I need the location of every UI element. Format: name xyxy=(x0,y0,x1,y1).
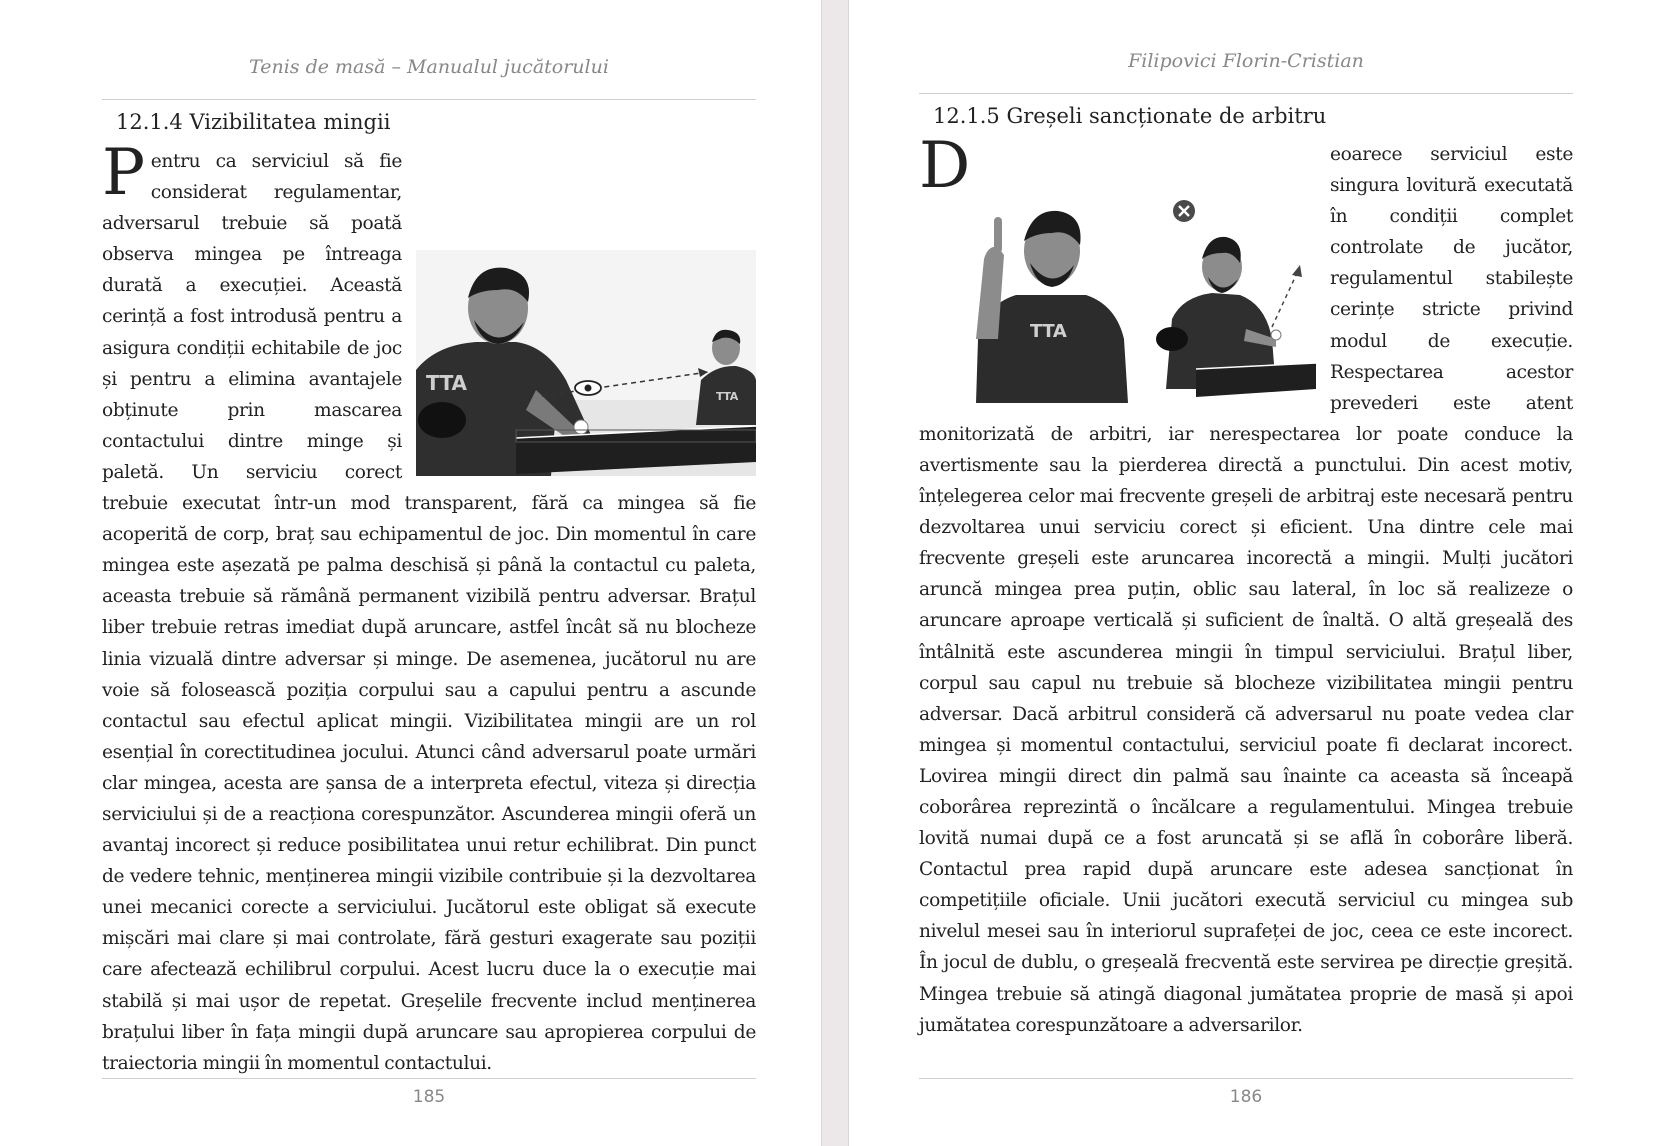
section-title: 12.1.4 Vizibilitatea mingii xyxy=(116,110,391,134)
footer-rule xyxy=(919,1078,1573,1079)
shirt-text: TTA xyxy=(716,390,738,403)
header-rule xyxy=(919,93,1573,94)
shirt-text: TTA xyxy=(1029,321,1067,342)
body-paragraph: entru ca serviciul să fie considerat regulamentar, adversarul trebuie să poată observa mingea pe întreaga durată a execuției. Această cerință a fost introdusă pentru a asigura condiții echitabile de joc și pentru a elimina avantajele obținute prin mascarea contactului dintre minge și paletă. Un serviciu corect trebuie executat într-un mod transparent, fără ca mingea să fie acoperită de corp, braț sau echipamentul de joc. Din momentul în care mingea este așezată pe palma deschisă și până la contactul cu paleta, aceasta trebuie să rămână permanent vizibilă pentru adversar. Brațul liber trebuie retras imediat după aruncare, astfel încât să nu blocheze linia vizuală dintre adversar și minge. De asemenea, jucătorul nu are voie să folosească poziția corpului sau a capului pentru a ascunde contactul sau efectul aplicat mingii. Vizibilitatea mingii are un rol esențial în corectitudinea jocului. Atunci când adversarul poate urmări clar mingea, acesta are șansa de a interpreta efectul, viteza și direcția serviciului și de a reacționa corespunzător. Ascunderea mingii oferă un avantaj incorect și reduce posibilitatea unui retur echilibrat. Din punct de vedere tehnic, menținerea mingii vizibile contribuie și la dezvoltarea unei mecanici corecte a serviciului. Jucătorul este obligat să execute mișcări mai clare și mai controlate, fără gesturi exagerate sau poziții care afectează echilibrul corpului. Acest lucru duce la o execuție mai stabilă și mai ușor de repetat. Greșelile frecvente includ menținerea brațului liber în fața mingii după aruncare sau apropierea corpului de traiectoria mingii în momentul contactului. xyxy=(102,151,756,1074)
drop-cap: D xyxy=(919,129,970,203)
body-text xyxy=(919,129,1573,1041)
serve-fault-illustration xyxy=(976,189,1316,403)
page-number: 185 xyxy=(412,1087,446,1107)
left-page xyxy=(0,0,821,1146)
shirt-text: TTA xyxy=(426,371,467,395)
footer-rule xyxy=(102,1078,756,1079)
body-text xyxy=(102,136,756,1079)
section-title: 12.1.5 Greșeli sancționate de arbitru xyxy=(933,104,1327,128)
right-page xyxy=(849,0,1666,1146)
book-gutter xyxy=(821,0,849,1146)
header-rule xyxy=(102,99,756,100)
running-head-right: Filipovici Florin-Cristian xyxy=(1128,50,1364,72)
running-head-left: Tenis de masă – Manualul jucătorului xyxy=(249,56,609,78)
serve-visibility-illustration xyxy=(416,250,756,476)
page-number: 186 xyxy=(1229,1087,1263,1107)
body-paragraph: eoarece serviciul este singura lovitură executată în condiții complet controlate de jucător, regulamentul stabilește cerințe stricte privind modul de execuție. Respectarea acestor prevederi este atent monitorizată de arbitri, iar nerespectarea lor poate conduce la avertismente sau la pierderea directă a punctului. Din acest motiv, înțelegerea celor mai frecvente greșeli de arbitraj este necesară pentru dezvoltarea unui serviciu corect și eficient. Una dintre cele mai frecvente greșeli este aruncarea incorectă a mingii. Mulți jucători aruncă mingea prea puțin, oblic sau lateral, în loc să realizeze o aruncare aproape verticală și suficient de înaltă. O altă greșeală des întâlnită este ascunderea mingii în timpul serviciului. Brațul liber, corpul sau capul nu trebuie să blocheze vizibilitatea mingii pentru adversar. Dacă arbitrul consideră că adversarul nu poate vedea clar mingea și momentul contactului, serviciul poate fi declarat incorect. Lovirea mingii direct din palmă sau înainte ca aceasta să înceapă coborârea reprezintă o încălcare a regulamentului. Mingea trebuie lovită numai după ce a fost aruncată și se află în coborâre liberă. Contactul prea rapid după aruncare este adesea sancționat în competițiile oficiale. Unii jucători execută serviciul cu mingea sub nivelul mesei sau în interiorul suprafeței de joc, ceea ce este incorect. În jocul de dublu, o greșeală frecventă este servirea pe direcție greșită. Mingea trebuie să atingă diagonal jumătatea proprie de masă și apoi jumătatea corespunzătoare a adversarilor. xyxy=(919,144,1573,1036)
drop-cap: P xyxy=(102,136,145,210)
